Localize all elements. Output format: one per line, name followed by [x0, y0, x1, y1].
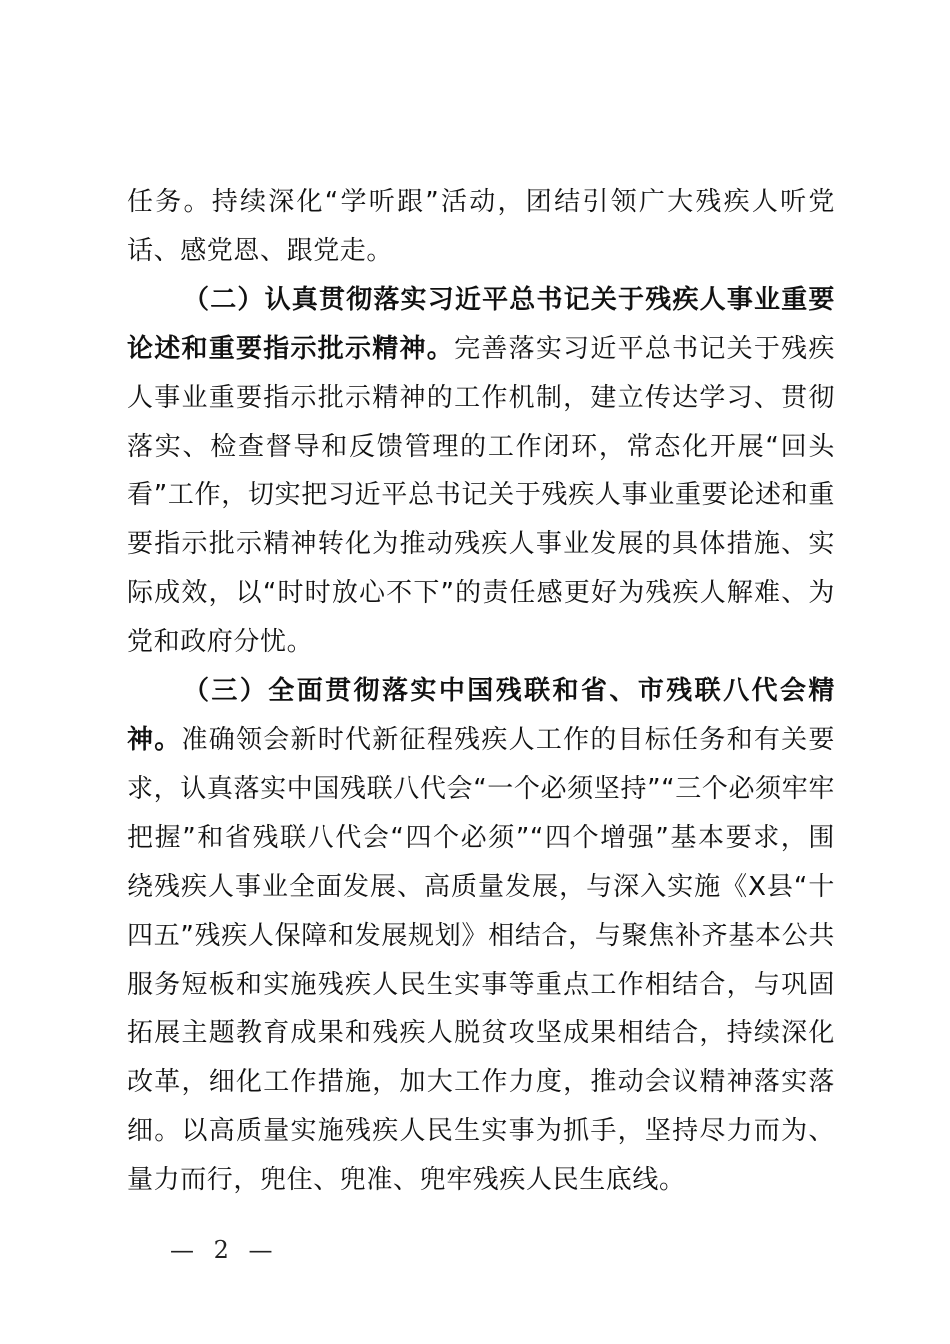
- paragraph-3-text: 准确领会新时代新征程残疾人工作的目标任务和有关要求，认真落实中国残联八代会“一个必须坚持”“三个必须牢牢把握”和省残联八代会“四个必须”“四个增强”基本要求，围绕残疾人事业全面发展、高质量发展，与深入实施《X县“十四五”残疾人保障和发展规划》相结合，与聚焦补齐基本公共服务短板和实施残疾人民生实事等重点工作相结合，与巩固拓展主题教育成果和残疾人脱贫攻坚成果相结合，持续深化改革，细化工作措施，加大工作力度，推动会议精神落实落细。以高质量实施残疾人民生实事为抓手，坚持尽力而为、量力而行，兜住、兜准、兜牢残疾人民生底线。: [127, 724, 835, 1196]
- paragraph-1-text: 任务。持续深化“学听跟”活动，团结引领广大残疾人听党话、感党恩、跟党走。: [127, 187, 835, 266]
- paragraph-2: [127, 276, 835, 667]
- paragraph-1: [127, 178, 835, 276]
- document-body: [127, 178, 835, 1205]
- paragraph-2-heading: （二）认真贯彻落实习近平总书记关于残疾人事业重要论述和重要指示批示精神。: [127, 284, 835, 364]
- paragraph-2-text: 完善落实习近平总书记关于残疾人事业重要指示批示精神的工作机制，建立传达学习、贯彻落实、检查督导和反馈管理的工作闭环，常态化开展“回头看”工作，切实把习近平总书记关于残疾人事业重要论述和重要指示批示精神转化为推动残疾人事业发展的具体措施、实际成效，以“时时放心不下”的责任感更好为残疾人解难、为党和政府分忧。: [127, 333, 836, 658]
- page-number: — 2 —: [170, 1236, 279, 1264]
- paragraph-3-heading: （三）全面贯彻落实中国残联和省、市残联八代会精神。: [127, 676, 835, 755]
- paragraph-3: [127, 667, 835, 1205]
